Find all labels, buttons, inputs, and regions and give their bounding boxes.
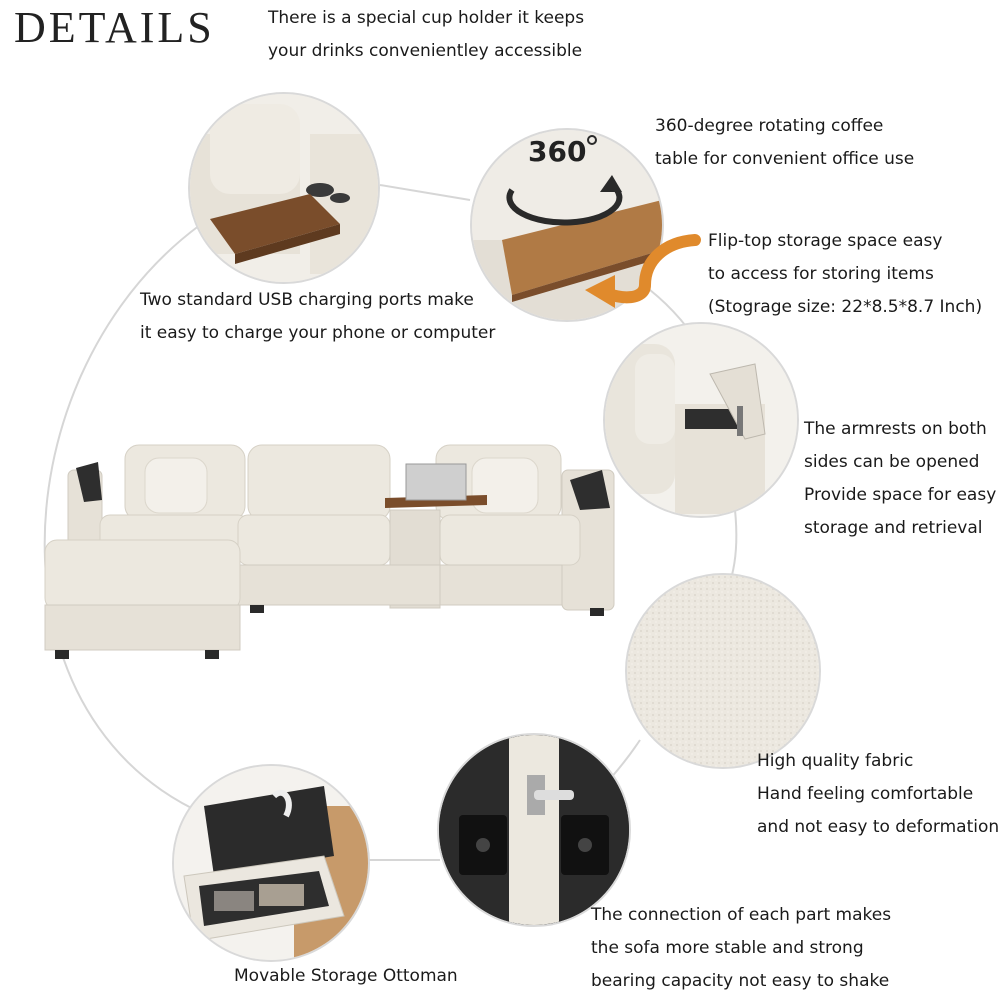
sectional-sofa-image	[40, 440, 620, 665]
page-title: DETAILS	[14, 3, 215, 52]
caption-line: to access for storing items	[708, 264, 934, 284]
caption-line: Hand feeling comfortable	[757, 784, 974, 804]
caption-line: High quality fabric	[757, 751, 914, 771]
caption-flip-top	[708, 225, 982, 324]
caption-connection	[591, 899, 891, 998]
caption-line: The armrests on both	[804, 419, 987, 439]
caption-line: the sofa more stable and strong	[591, 938, 864, 958]
caption-line: your drinks convenientley accessible	[268, 41, 583, 61]
caption-rotating-table	[655, 110, 914, 176]
caption-armrests	[804, 413, 996, 545]
fabric-texture-image	[625, 573, 821, 769]
caption-ottoman	[234, 960, 458, 993]
caption-line: 360-degree rotating coffee	[655, 116, 884, 136]
caption-fabric	[757, 745, 999, 844]
caption-usb	[140, 284, 495, 350]
caption-line: Provide space for easy	[804, 485, 997, 505]
caption-line: and not easy to deformation	[757, 817, 1000, 837]
caption-cup-holder	[268, 2, 584, 68]
caption-line: There is a special cup holder it keeps	[268, 8, 585, 28]
caption-line: table for convenient office use	[655, 149, 915, 169]
cup-holder-image	[188, 92, 380, 284]
flip-arrow-icon	[575, 230, 705, 320]
connection-clip-image	[437, 733, 631, 927]
caption-line: sides can be opened	[804, 452, 980, 472]
caption-line: The connection of each part makes	[591, 905, 892, 925]
caption-line: bearing capacity not easy to shake	[591, 971, 890, 991]
caption-line: storage and retrieval	[804, 518, 983, 538]
armrest-storage-image	[603, 322, 799, 518]
caption-line: (Stograge size: 22*8.5*8.7 Inch)	[708, 297, 983, 317]
caption-line: Flip-top storage space easy	[708, 231, 943, 251]
rotate-360-badge: 360	[528, 135, 587, 168]
caption-line: it easy to charge your phone or computer	[140, 323, 496, 343]
caption-line: Two standard USB charging ports make	[140, 290, 474, 310]
storage-ottoman-image	[172, 764, 370, 962]
caption-line: Movable Storage Ottoman	[234, 966, 458, 986]
